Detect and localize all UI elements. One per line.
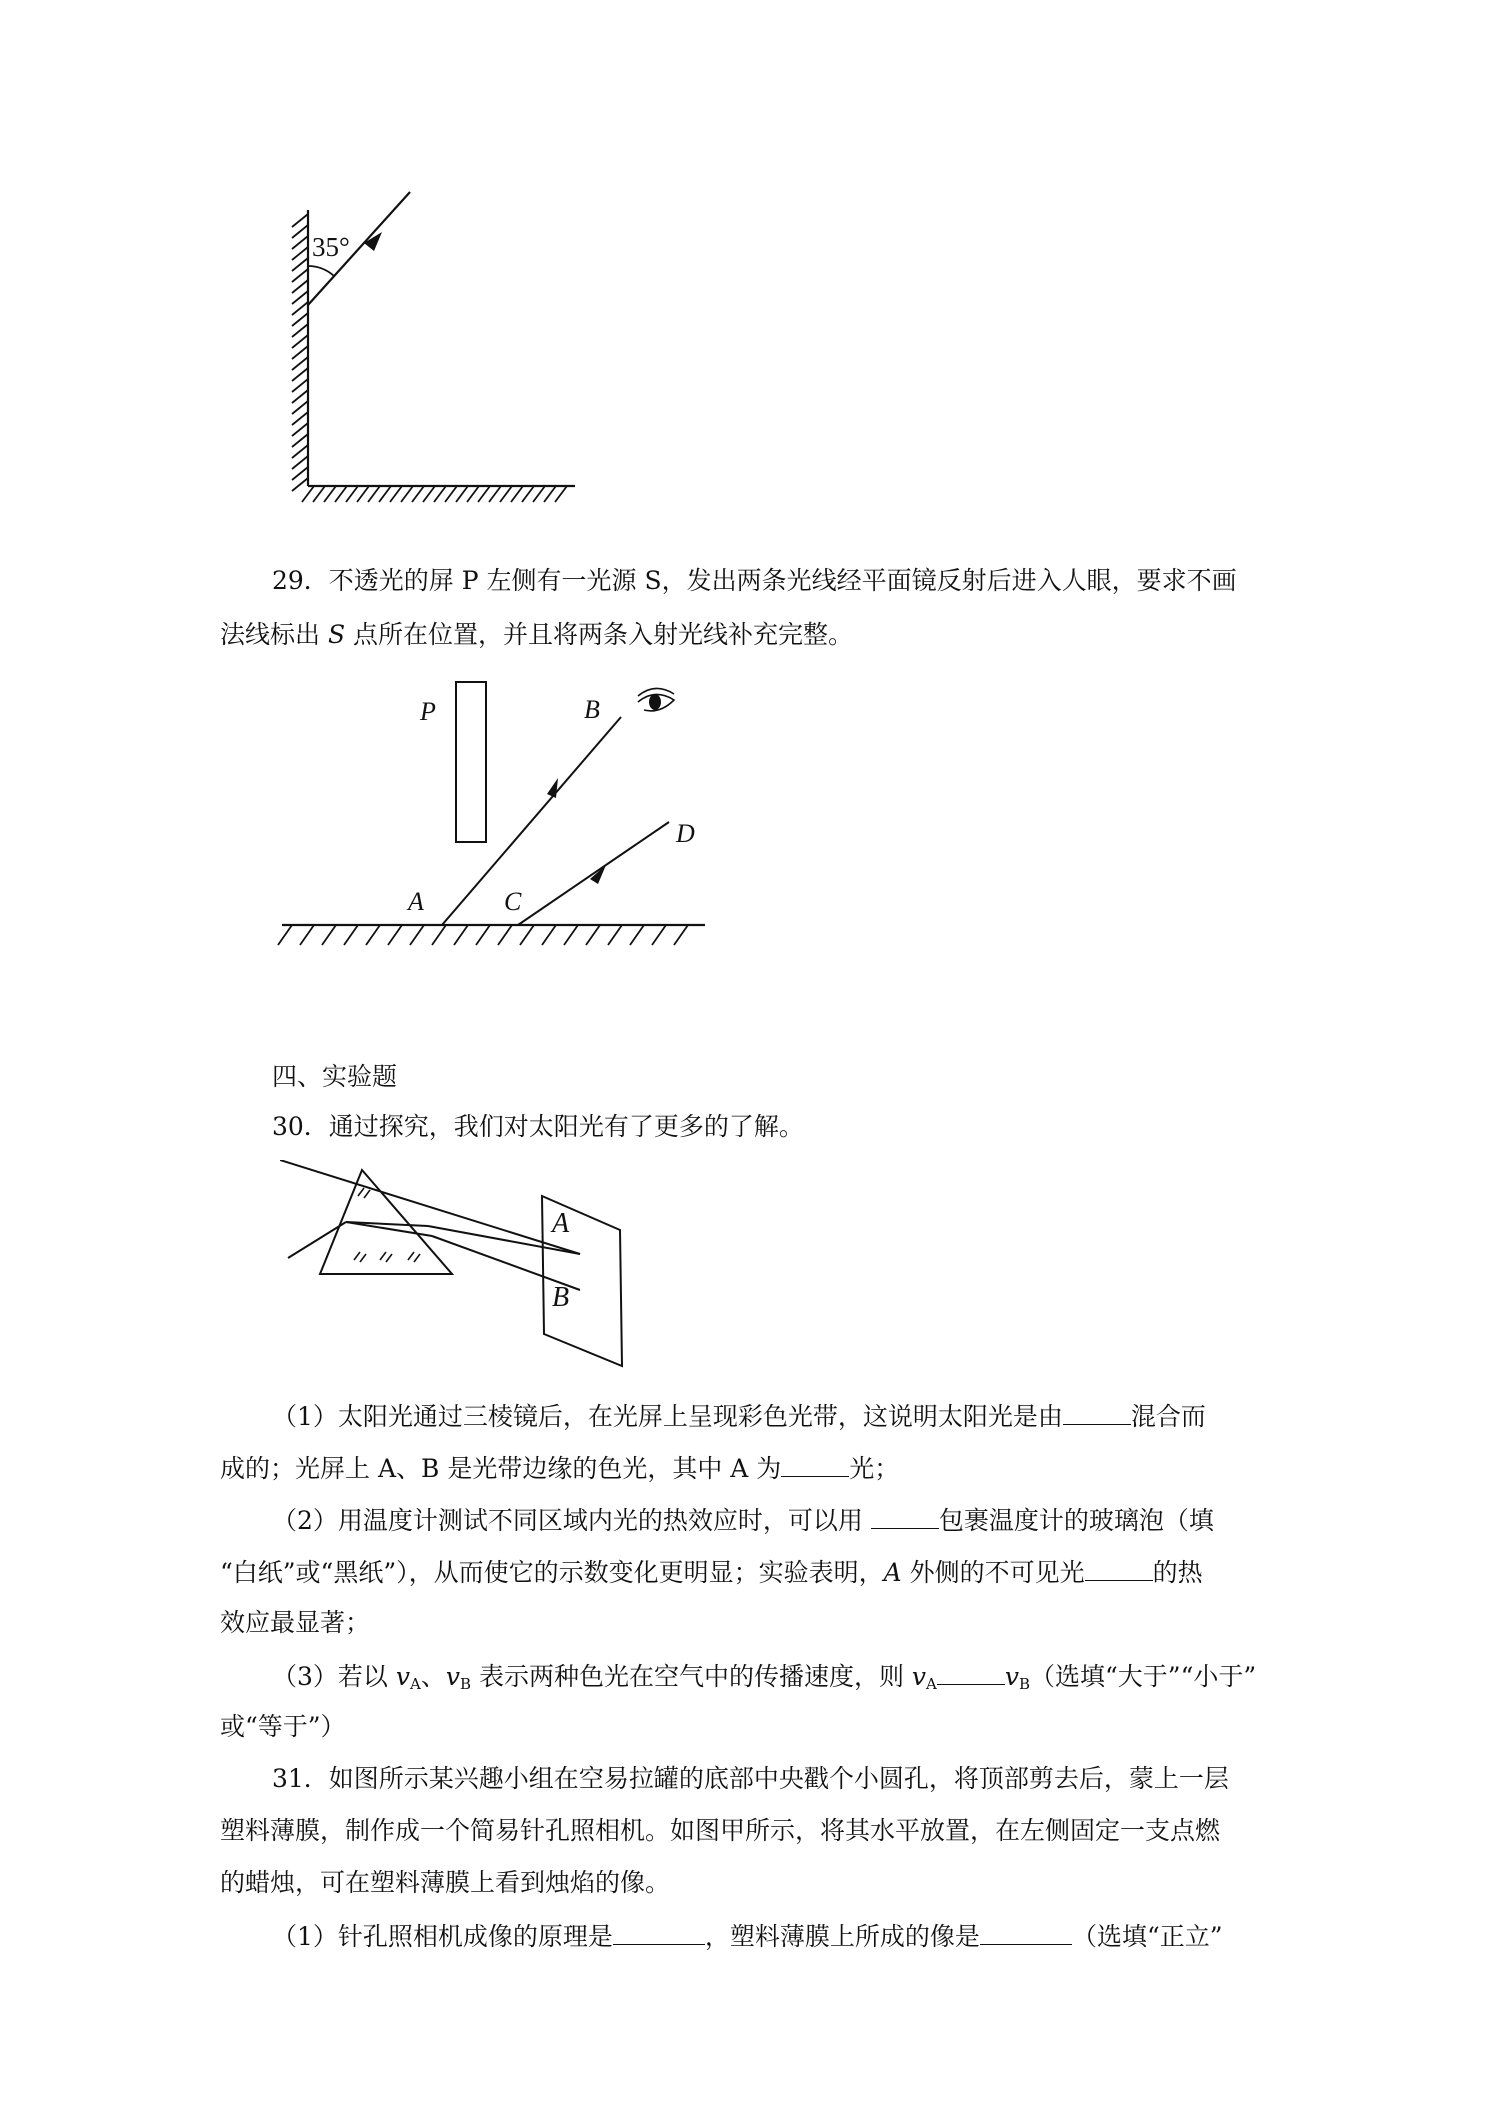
hatch-mark xyxy=(335,486,347,502)
q31-line-3: 的蜡烛，可在塑料薄膜上看到烛焰的像。 xyxy=(220,1868,671,1897)
prism xyxy=(320,1170,452,1274)
arrow-ab xyxy=(547,778,558,798)
hatch-mark xyxy=(302,486,314,502)
hatch-mark xyxy=(544,486,556,502)
label-a: A xyxy=(408,887,424,916)
hatch-mark xyxy=(368,486,380,502)
angle-label: 35° xyxy=(312,232,350,262)
hatch-mark xyxy=(292,324,308,337)
blank-6[interactable] xyxy=(613,1920,705,1945)
hatch-mark xyxy=(564,925,578,945)
hatch-mark xyxy=(489,486,501,502)
hatch-mark xyxy=(292,346,308,359)
hatch-mark xyxy=(390,486,402,502)
label-b: B xyxy=(584,695,600,724)
hatch-mark xyxy=(630,925,644,945)
hatch-mark xyxy=(454,925,468,945)
hatch-mark xyxy=(500,486,512,502)
hatch-mark xyxy=(344,925,358,945)
q31-line-1: 31．如图所示某兴趣小组在空易拉罐的底部中央戳个小圆孔，将顶部剪去后，蒙上一层 xyxy=(272,1764,1229,1793)
ray-arrow xyxy=(364,232,382,251)
hatch-mark xyxy=(511,486,523,502)
q29-line-2: 法线标出 S 点所在位置，并且将两条入射光线补充完整。 xyxy=(220,620,854,649)
mirror-figure-28 xyxy=(270,180,600,520)
hatch-mark xyxy=(652,925,666,945)
label-d: D xyxy=(676,819,695,848)
blank-4[interactable] xyxy=(1085,1556,1153,1581)
hatch-mark xyxy=(292,467,308,480)
hatch-mark xyxy=(522,486,534,502)
section-title: 四、实验题 xyxy=(272,1062,398,1091)
hatch-mark xyxy=(292,390,308,403)
hatch-mark xyxy=(520,925,534,945)
hatch-mark xyxy=(478,486,490,502)
q30-p3-line-2: 或“等于”） xyxy=(220,1712,346,1741)
mirror-figure-29 xyxy=(270,660,730,960)
hatch-mark xyxy=(401,486,413,502)
blank-7[interactable] xyxy=(980,1920,1072,1945)
hatch-mark xyxy=(456,486,468,502)
hatch-mark xyxy=(300,925,314,945)
hatch-mark xyxy=(292,313,308,326)
hatch-mark xyxy=(366,925,380,945)
hatch-mark xyxy=(292,401,308,414)
hatch-mark xyxy=(476,925,490,945)
hatch-mark xyxy=(412,486,424,502)
q30-intro: 30．通过探究，我们对太阳光有了更多的了解。 xyxy=(272,1112,804,1141)
label-b-screen: B xyxy=(552,1282,570,1313)
hatch-mark xyxy=(434,486,446,502)
hatch-mark xyxy=(292,478,308,491)
angle-arc xyxy=(308,266,334,276)
q31-line-2: 塑料薄膜，制作成一个简易针孔照相机。如图甲所示，将其水平放置，在左侧固定一支点燃 xyxy=(220,1816,1221,1845)
hatch-mark xyxy=(674,925,688,945)
hatch-mark xyxy=(292,379,308,392)
hatch-mark xyxy=(292,445,308,458)
hatch-mark xyxy=(542,925,556,945)
blank-3[interactable] xyxy=(871,1504,939,1529)
hatch-mark xyxy=(555,486,567,502)
hatch-mark xyxy=(292,247,308,260)
hatch-mark xyxy=(292,302,308,315)
hatch-mark xyxy=(292,280,308,293)
hatch-mark xyxy=(357,486,369,502)
label-p: P xyxy=(420,697,436,726)
hatch-mark xyxy=(292,434,308,447)
hatch-mark xyxy=(292,412,308,425)
hatch-mark xyxy=(432,925,446,945)
hatch-mark xyxy=(608,925,622,945)
hatch-mark xyxy=(292,357,308,370)
hatch-mark xyxy=(292,291,308,304)
hatch-mark xyxy=(445,486,457,502)
hatch-mark xyxy=(324,486,336,502)
hatch-mark xyxy=(346,486,358,502)
q30-p2-line-3: 效应最显著； xyxy=(220,1608,371,1637)
hatch-mark xyxy=(292,258,308,271)
blank-5[interactable] xyxy=(937,1660,1005,1685)
q31-p1: （1）针孔照相机成像的原理是 ，塑料薄膜上所成的像是 （选填“正立” xyxy=(272,1922,1223,1951)
prism-figure-30 xyxy=(280,1160,640,1380)
blank-2[interactable] xyxy=(781,1452,849,1477)
q30-p2-line-2: “白纸”或“黑纸”），从而使它的示数变化更明显；实验表明，A 外侧的不可见光 的热 xyxy=(220,1558,1203,1587)
hatch-mark xyxy=(467,486,479,502)
hatch-mark xyxy=(278,925,292,945)
reflected-ray-ab xyxy=(442,717,621,925)
hatch-mark xyxy=(498,925,512,945)
hatch-mark xyxy=(388,925,402,945)
q30-p1-line-2: 成的；光屏上 A、B 是光带边缘的色光，其中 A 为 光； xyxy=(220,1454,900,1483)
hatch-mark xyxy=(292,236,308,249)
q29-line-1: 29．不透光的屏 P 左侧有一光源 S，发出两条光线经平面镜反射后进入人眼，要求不画 xyxy=(272,566,1237,595)
hatch-mark xyxy=(322,925,336,945)
hatch-mark xyxy=(379,486,391,502)
screen-p xyxy=(456,682,486,842)
q30-p2-line-1: （2）用温度计测试不同区域内光的热效应时，可以用 包裹温度计的玻璃泡（填 xyxy=(272,1506,1214,1535)
label-a-screen: A xyxy=(552,1208,570,1239)
q30-p3-line-1: （3）若以 $v_A$、$v_B$ 表示两种色光在空气中的传播速度，则 $v_A$ $v_B$（选填“大于”“小于” xyxy=(272,1662,1257,1693)
hatch-mark xyxy=(533,486,545,502)
hatch-mark xyxy=(292,456,308,469)
hatch-mark xyxy=(586,925,600,945)
hatch-mark xyxy=(292,214,308,227)
blank-1[interactable] xyxy=(1063,1400,1131,1425)
hatch-mark xyxy=(292,269,308,282)
hatch-mark xyxy=(292,225,308,238)
label-c: C xyxy=(504,887,522,916)
hatch-mark xyxy=(292,335,308,348)
reflected-ray-cd xyxy=(518,822,669,925)
hatch-mark xyxy=(292,423,308,436)
sunlight-ray xyxy=(288,1222,346,1258)
eye-icon xyxy=(649,694,661,710)
hatch-mark xyxy=(313,486,325,502)
hatch-mark xyxy=(410,925,424,945)
hatch-mark xyxy=(423,486,435,502)
q30-p1-line-1: （1）太阳光通过三棱镜后，在光屏上呈现彩色光带，这说明太阳光是由 混合而 xyxy=(272,1402,1206,1431)
hatch-mark xyxy=(292,368,308,381)
